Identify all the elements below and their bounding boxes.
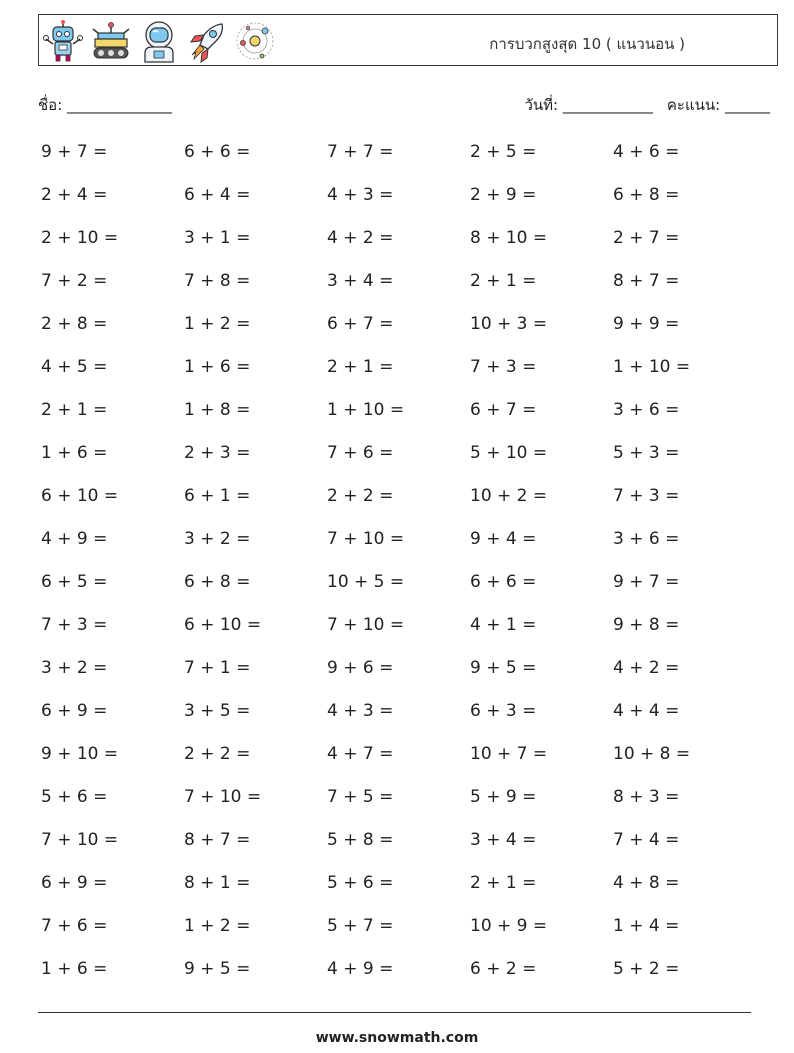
problem-cell: 7 + 3 = <box>470 357 537 377</box>
problem-row <box>41 486 761 529</box>
solar-system-icon <box>234 19 276 63</box>
problem-cell: 5 + 6 = <box>41 787 108 807</box>
problem-cell: 6 + 3 = <box>470 701 537 721</box>
problem-cell: 9 + 7 = <box>613 572 680 592</box>
problem-cell: 5 + 8 = <box>327 830 394 850</box>
footer-divider <box>38 1012 751 1013</box>
problem-cell: 2 + 4 = <box>41 185 108 205</box>
problem-cell: 8 + 10 = <box>470 228 548 248</box>
problem-cell: 4 + 9 = <box>41 529 108 549</box>
problem-cell: 8 + 1 = <box>184 873 251 893</box>
problem-cell: 8 + 7 = <box>613 271 680 291</box>
problem-cell: 4 + 9 = <box>327 959 394 979</box>
problem-cell: 1 + 10 = <box>613 357 691 377</box>
problem-cell: 10 + 9 = <box>470 916 548 936</box>
date-label: วันที่: <box>524 96 559 114</box>
problem-cell: 5 + 6 = <box>327 873 394 893</box>
problem-cell: 2 + 5 = <box>470 142 537 162</box>
problem-cell: 4 + 3 = <box>327 701 394 721</box>
header-icons <box>42 19 276 63</box>
problem-cell: 7 + 3 = <box>41 615 108 635</box>
problem-row <box>41 658 761 701</box>
problem-grid <box>41 142 761 1002</box>
score-blank: ______ <box>725 96 770 114</box>
problem-cell: 10 + 7 = <box>470 744 548 764</box>
problem-cell: 1 + 6 = <box>184 357 251 377</box>
problem-cell: 7 + 3 = <box>613 486 680 506</box>
problem-cell: 5 + 10 = <box>470 443 548 463</box>
problem-cell: 2 + 1 = <box>470 873 537 893</box>
problem-cell: 9 + 4 = <box>470 529 537 549</box>
problem-cell: 9 + 5 = <box>470 658 537 678</box>
problem-cell: 1 + 6 = <box>41 959 108 979</box>
problem-row <box>41 228 761 271</box>
problem-cell: 9 + 10 = <box>41 744 119 764</box>
problem-cell: 3 + 5 = <box>184 701 251 721</box>
astronaut-icon <box>138 19 180 63</box>
problem-cell: 9 + 6 = <box>327 658 394 678</box>
problem-row <box>41 701 761 744</box>
problem-cell: 6 + 10 = <box>41 486 119 506</box>
date-score-fields <box>524 93 770 117</box>
problem-cell: 8 + 7 = <box>184 830 251 850</box>
problem-row <box>41 443 761 486</box>
problem-cell: 4 + 2 = <box>613 658 680 678</box>
problem-row <box>41 873 761 916</box>
problem-row <box>41 959 761 1002</box>
problem-cell: 9 + 5 = <box>184 959 251 979</box>
problem-cell: 7 + 4 = <box>613 830 680 850</box>
problem-cell: 6 + 7 = <box>470 400 537 420</box>
problem-cell: 2 + 8 = <box>41 314 108 334</box>
problem-cell: 10 + 2 = <box>470 486 548 506</box>
problem-cell: 8 + 3 = <box>613 787 680 807</box>
problem-cell: 6 + 5 = <box>41 572 108 592</box>
problem-cell: 2 + 3 = <box>184 443 251 463</box>
problem-cell: 2 + 2 = <box>184 744 251 764</box>
problem-cell: 6 + 9 = <box>41 873 108 893</box>
problem-cell: 7 + 6 = <box>327 443 394 463</box>
problem-cell: 5 + 7 = <box>327 916 394 936</box>
problem-cell: 6 + 2 = <box>470 959 537 979</box>
problem-row <box>41 916 761 959</box>
problem-row <box>41 787 761 830</box>
date-blank: ____________ <box>562 96 653 114</box>
name-label: ชื่อ: <box>38 96 63 114</box>
problem-cell: 2 + 9 = <box>470 185 537 205</box>
name-field <box>38 93 172 117</box>
problem-cell: 3 + 4 = <box>327 271 394 291</box>
problem-cell: 1 + 10 = <box>327 400 405 420</box>
date-field <box>524 93 652 117</box>
problem-cell: 10 + 3 = <box>470 314 548 334</box>
problem-cell: 1 + 6 = <box>41 443 108 463</box>
problem-cell: 6 + 10 = <box>184 615 262 635</box>
problem-cell: 6 + 4 = <box>184 185 251 205</box>
problem-cell: 7 + 10 = <box>327 615 405 635</box>
problem-cell: 6 + 8 = <box>613 185 680 205</box>
problem-cell: 2 + 2 = <box>327 486 394 506</box>
problem-row <box>41 529 761 572</box>
problem-cell: 7 + 8 = <box>184 271 251 291</box>
problem-cell: 4 + 7 = <box>327 744 394 764</box>
problem-cell: 6 + 7 = <box>327 314 394 334</box>
problem-cell: 7 + 5 = <box>327 787 394 807</box>
problem-cell: 2 + 1 = <box>470 271 537 291</box>
problem-row <box>41 615 761 658</box>
rover-icon <box>90 19 132 63</box>
problem-row <box>41 572 761 615</box>
problem-cell: 3 + 2 = <box>184 529 251 549</box>
problem-cell: 6 + 6 = <box>470 572 537 592</box>
problem-cell: 7 + 7 = <box>327 142 394 162</box>
problem-cell: 9 + 7 = <box>41 142 108 162</box>
problem-cell: 4 + 5 = <box>41 357 108 377</box>
problem-cell: 10 + 8 = <box>613 744 691 764</box>
problem-cell: 7 + 10 = <box>327 529 405 549</box>
problem-row <box>41 357 761 400</box>
footer-url: www.snowmath.com <box>315 1030 479 1046</box>
problem-cell: 1 + 2 = <box>184 314 251 334</box>
problem-cell: 2 + 1 = <box>41 400 108 420</box>
worksheet-header <box>38 14 778 66</box>
problem-row <box>41 185 761 228</box>
name-blank: ______________ <box>67 96 173 114</box>
rocket-icon <box>186 19 228 63</box>
problem-row <box>41 830 761 873</box>
problem-cell: 2 + 1 = <box>327 357 394 377</box>
problem-cell: 3 + 1 = <box>184 228 251 248</box>
problem-cell: 4 + 4 = <box>613 701 680 721</box>
problem-cell: 6 + 6 = <box>184 142 251 162</box>
problem-cell: 4 + 6 = <box>613 142 680 162</box>
problem-cell: 7 + 10 = <box>184 787 262 807</box>
problem-cell: 7 + 2 = <box>41 271 108 291</box>
problem-cell: 5 + 9 = <box>470 787 537 807</box>
problem-cell: 2 + 7 = <box>613 228 680 248</box>
problem-cell: 3 + 4 = <box>470 830 537 850</box>
problem-cell: 7 + 10 = <box>41 830 119 850</box>
score-label: คะแนน: <box>666 96 721 114</box>
problem-cell: 6 + 1 = <box>184 486 251 506</box>
problem-row <box>41 400 761 443</box>
problem-cell: 4 + 8 = <box>613 873 680 893</box>
problem-cell: 5 + 2 = <box>613 959 680 979</box>
worksheet-title: การบวกสูงสุด 10 ( แนวนอน ) <box>489 35 685 53</box>
problem-cell: 7 + 1 = <box>184 658 251 678</box>
problem-row <box>41 744 761 787</box>
problem-cell: 2 + 10 = <box>41 228 119 248</box>
problem-cell: 3 + 2 = <box>41 658 108 678</box>
problem-cell: 6 + 8 = <box>184 572 251 592</box>
robot-icon <box>42 19 84 63</box>
problem-cell: 1 + 4 = <box>613 916 680 936</box>
problem-cell: 10 + 5 = <box>327 572 405 592</box>
problem-cell: 4 + 3 = <box>327 185 394 205</box>
problem-cell: 7 + 6 = <box>41 916 108 936</box>
score-field <box>667 93 770 117</box>
problem-cell: 3 + 6 = <box>613 400 680 420</box>
problem-row <box>41 142 761 185</box>
problem-row <box>41 314 761 357</box>
problem-row <box>41 271 761 314</box>
problem-cell: 6 + 9 = <box>41 701 108 721</box>
problem-cell: 4 + 1 = <box>470 615 537 635</box>
problem-cell: 5 + 3 = <box>613 443 680 463</box>
problem-cell: 1 + 2 = <box>184 916 251 936</box>
problem-cell: 1 + 8 = <box>184 400 251 420</box>
problem-cell: 9 + 9 = <box>613 314 680 334</box>
problem-cell: 4 + 2 = <box>327 228 394 248</box>
problem-cell: 9 + 8 = <box>613 615 680 635</box>
problem-cell: 3 + 6 = <box>613 529 680 549</box>
